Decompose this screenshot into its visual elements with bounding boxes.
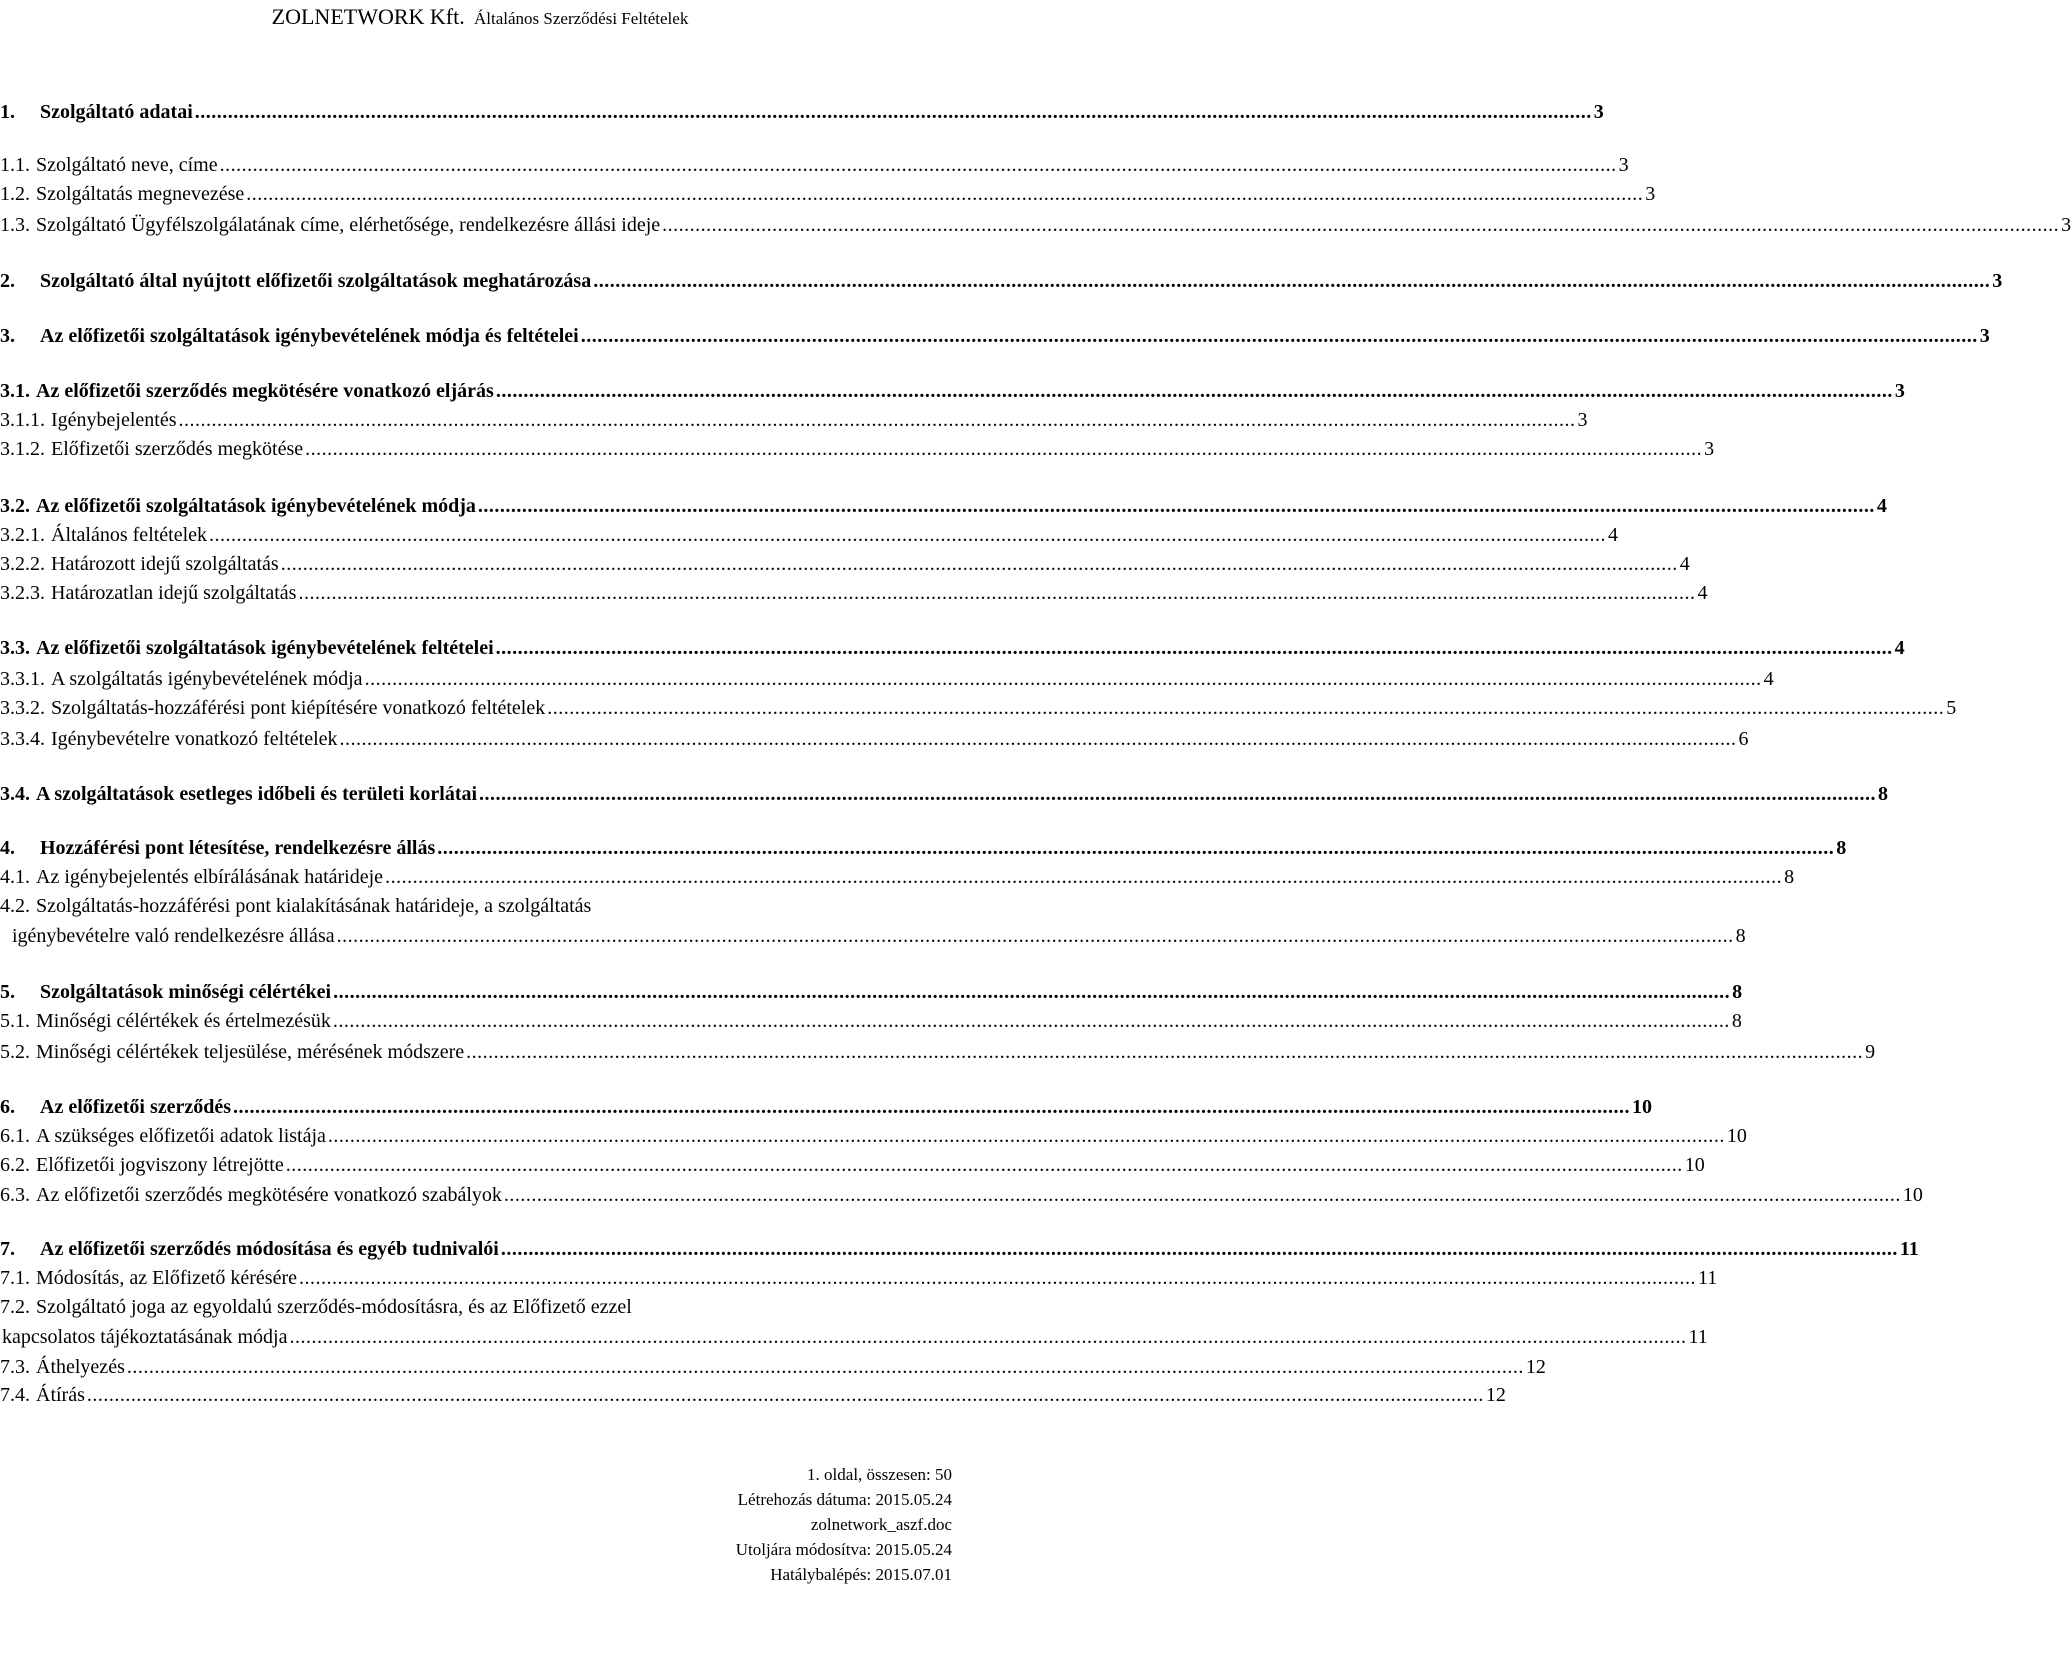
toc-dot-leader bbox=[179, 409, 1576, 432]
toc-entry-number: 3.1.1. bbox=[0, 409, 45, 431]
toc-entry-title: Hozzáférési pont létesítése, rendelkezésre állás bbox=[40, 837, 436, 859]
toc-entry[interactable] bbox=[0, 438, 1715, 468]
toc-entry-page: 3 bbox=[1704, 438, 1715, 460]
toc-entry-page: 12 bbox=[1525, 1356, 1546, 1378]
toc-entry-page: 10 bbox=[1632, 1096, 1653, 1118]
toc-entry-number: 3.2.1. bbox=[0, 524, 45, 546]
toc-entry-page: 9 bbox=[1865, 1041, 1876, 1063]
toc-dot-leader bbox=[246, 183, 1643, 206]
toc-entry-page: 8 bbox=[1784, 866, 1795, 888]
toc-entry-title: A szolgáltatások esetleges időbeli és területi korlátai bbox=[36, 783, 478, 805]
toc-entry[interactable] bbox=[0, 270, 2003, 300]
toc-entry-number: 3. bbox=[0, 325, 15, 347]
toc-entry[interactable] bbox=[0, 895, 952, 925]
toc-entry[interactable] bbox=[0, 728, 1749, 758]
toc-dot-leader bbox=[478, 495, 1875, 518]
toc-entry-page: 11 bbox=[1899, 1238, 1919, 1260]
toc-entry-page: 3 bbox=[1992, 270, 2003, 292]
toc-entry-title: A szükséges előfizetői adatok listája bbox=[36, 1125, 326, 1147]
toc-entry[interactable] bbox=[0, 925, 1746, 955]
toc-entry[interactable] bbox=[0, 495, 1887, 525]
toc-entry-page: 4 bbox=[1679, 553, 1690, 575]
footer-filename: zolnetwork_aszf.doc bbox=[810, 1515, 952, 1534]
toc-entry-title: Szolgáltató által nyújtott előfizetői szolgáltatások meghatározása bbox=[40, 270, 592, 292]
toc-entry-number: 5.2. bbox=[0, 1041, 30, 1063]
toc-entry-title: Az igénybejelentés elbírálásának határideje bbox=[36, 866, 384, 888]
toc-entry-page: 6 bbox=[1738, 728, 1749, 750]
toc-entry-title: Minőségi célértékek teljesülése, mérésének módszere bbox=[36, 1041, 465, 1063]
toc-entry[interactable] bbox=[0, 1356, 1546, 1386]
toc-entry-page: 10 bbox=[1902, 1184, 1923, 1206]
toc-dot-leader bbox=[328, 1125, 1725, 1148]
toc-entry[interactable] bbox=[0, 380, 1905, 410]
toc-entry-page: 10 bbox=[1726, 1125, 1747, 1147]
toc-dot-leader bbox=[581, 325, 1978, 348]
toc-entry-title: Szolgáltatások minőségi célértékei bbox=[40, 981, 332, 1003]
toc-entry-page: 4 bbox=[1608, 524, 1619, 546]
toc-dot-leader bbox=[437, 837, 1834, 860]
toc-entry[interactable] bbox=[0, 1384, 1506, 1414]
toc-entry-page: 8 bbox=[1735, 925, 1746, 947]
toc-entry[interactable] bbox=[0, 1125, 1747, 1155]
toc-entry-number: 2. bbox=[0, 270, 15, 292]
toc-entry-title: Az előfizetői szolgáltatások igénybevételének feltételei bbox=[36, 637, 494, 659]
toc-entry[interactable] bbox=[0, 582, 1708, 612]
toc-entry-page: 8 bbox=[1878, 783, 1889, 805]
toc-entry-number: 1.1. bbox=[0, 154, 30, 176]
toc-entry-title: Általános feltételek bbox=[51, 524, 208, 546]
toc-entry-page: 8 bbox=[1836, 837, 1847, 859]
toc-dot-leader bbox=[127, 1356, 1524, 1379]
toc-dot-leader bbox=[333, 981, 1730, 1004]
toc-entry[interactable] bbox=[0, 524, 1619, 554]
toc-entry[interactable] bbox=[0, 154, 1629, 184]
toc-dot-leader bbox=[220, 154, 1617, 177]
toc-entry-title: Szolgáltató neve, címe bbox=[36, 154, 218, 176]
footer-effective: Hatálybalépés: 2015.07.01 bbox=[770, 1565, 952, 1584]
toc-entry-page: 8 bbox=[1731, 1010, 1742, 1032]
toc-entry-page: 4 bbox=[1763, 668, 1774, 690]
toc-entry-number: 7.1. bbox=[0, 1267, 30, 1289]
toc-entry[interactable] bbox=[0, 1238, 1919, 1268]
toc-entry-title: Szolgáltató joga az egyoldalú szerződés-módosításra, és az Előfizető ezzel bbox=[36, 1296, 632, 1318]
toc-entry-title: Szolgáltatás megnevezése bbox=[36, 183, 245, 205]
toc-entry-page: 3 bbox=[1577, 409, 1588, 431]
toc-entry-title: Igénybevételre vonatkozó feltételek bbox=[51, 728, 338, 750]
toc-entry-title: kapcsolatos tájékoztatásának módja bbox=[2, 1326, 288, 1348]
toc-entry-title: Szolgáltató Ügyfélszolgálatának címe, elérhetősége, rendelkezésre állási ideje bbox=[36, 214, 661, 236]
toc-entry-title: Az előfizetői szerződés bbox=[40, 1096, 232, 1118]
toc-entry-page: 4 bbox=[1876, 495, 1887, 517]
toc-entry-number: 5.1. bbox=[0, 1010, 30, 1032]
toc-entry[interactable] bbox=[0, 783, 1889, 813]
toc-entry-page: 3 bbox=[1593, 101, 1604, 123]
toc-entry[interactable] bbox=[0, 1096, 1653, 1126]
toc-dot-leader bbox=[479, 783, 1876, 806]
toc-entry-title: Minőségi célértékek és értelmezésük bbox=[36, 1010, 331, 1032]
toc-dot-leader bbox=[504, 1184, 1901, 1207]
toc-entry-page: 4 bbox=[1894, 637, 1905, 659]
toc-entry-number: 7.4. bbox=[0, 1384, 30, 1406]
toc-entry[interactable] bbox=[0, 981, 1743, 1011]
toc-dot-leader bbox=[593, 270, 1990, 293]
toc-entry[interactable] bbox=[0, 325, 1990, 355]
toc-entry-number: 6.3. bbox=[0, 1184, 30, 1206]
toc-entry-number: 3.2. bbox=[0, 495, 30, 517]
toc-entry-page: 4 bbox=[1697, 582, 1708, 604]
toc-entry[interactable] bbox=[0, 1184, 1923, 1214]
toc-dot-leader bbox=[299, 1267, 1696, 1290]
toc-entry-page: 11 bbox=[1698, 1267, 1718, 1289]
toc-dot-leader bbox=[337, 925, 1734, 948]
toc-entry[interactable] bbox=[0, 637, 1905, 667]
toc-entry-page: 5 bbox=[1946, 697, 1957, 719]
toc-entry-number: 7.3. bbox=[0, 1356, 30, 1378]
toc-dot-leader bbox=[195, 101, 1592, 124]
toc-entry-number: 6.2. bbox=[0, 1154, 30, 1176]
toc-entry-page: 3 bbox=[2061, 214, 2071, 236]
toc-entry[interactable] bbox=[0, 866, 1795, 896]
toc-entry-number: 3.3. bbox=[0, 637, 30, 659]
toc-entry[interactable] bbox=[0, 214, 2071, 244]
toc-entry[interactable] bbox=[0, 668, 1774, 698]
toc-entry-title: Szolgáltatás-hozzáférési pont kiépítésére vonatkozó feltételek bbox=[51, 697, 546, 719]
toc-entry[interactable] bbox=[0, 101, 1604, 131]
toc-dot-leader bbox=[385, 866, 1782, 889]
toc-entry-number: 3.1.2. bbox=[0, 438, 45, 460]
toc-dot-leader bbox=[547, 697, 1944, 720]
toc-dot-leader bbox=[365, 668, 1762, 691]
toc-entry-title: A szolgáltatás igénybevételének módja bbox=[51, 668, 363, 690]
toc-entry-number: 3.2.3. bbox=[0, 582, 45, 604]
toc-dot-leader bbox=[496, 380, 1893, 403]
toc-dot-leader bbox=[333, 1010, 1730, 1033]
toc-entry-number: 1.2. bbox=[0, 183, 30, 205]
toc-entry[interactable] bbox=[0, 1041, 1876, 1071]
footer-created: Létrehozás dátuma: 2015.05.24 bbox=[737, 1490, 952, 1509]
footer-modified: Utoljára módosítva: 2015.05.24 bbox=[735, 1540, 952, 1559]
toc-entry-number: 3.3.2. bbox=[0, 697, 45, 719]
toc-entry-page: 3 bbox=[1618, 154, 1629, 176]
toc-entry-title: igénybevételre való rendelkezésre állása bbox=[12, 925, 335, 947]
toc-entry-number: 3.3.4. bbox=[0, 728, 45, 750]
toc-entry[interactable] bbox=[0, 1010, 1742, 1040]
toc-dot-leader bbox=[289, 1326, 1686, 1349]
toc-entry[interactable] bbox=[0, 697, 1957, 727]
toc-entry-title: Módosítás, az Előfizető kérésére bbox=[36, 1267, 298, 1289]
footer-page-info: 1. oldal, összesen: 50 bbox=[807, 1465, 952, 1484]
toc-dot-leader bbox=[298, 582, 1695, 605]
toc-entry-number: 3.4. bbox=[0, 783, 30, 805]
toc-entry-page: 11 bbox=[1688, 1326, 1708, 1348]
toc-entry-title: Határozott idejű szolgáltatás bbox=[51, 553, 279, 575]
toc-entry-title: Határozatlan idejű szolgáltatás bbox=[51, 582, 297, 604]
toc-entry-number: 1. bbox=[0, 101, 15, 123]
toc-entry-number: 6.1. bbox=[0, 1125, 30, 1147]
toc-entry[interactable] bbox=[0, 1154, 1705, 1184]
toc-entry-title: Átírás bbox=[36, 1384, 85, 1406]
toc-entry-number: 4.1. bbox=[0, 866, 30, 888]
toc-entry-number: 5. bbox=[0, 981, 15, 1003]
toc-entry-number: 1.3. bbox=[0, 214, 30, 236]
toc-entry-page: 3 bbox=[1645, 183, 1656, 205]
toc-entry-title: Szolgáltató adatai bbox=[40, 101, 193, 123]
page-footer bbox=[736, 1462, 952, 1587]
toc-dot-leader bbox=[233, 1096, 1630, 1119]
toc-entry-page: 3 bbox=[1979, 325, 1990, 347]
toc-entry-title: Előfizetői szerződés megkötése bbox=[51, 438, 304, 460]
toc-entry-page: 10 bbox=[1684, 1154, 1705, 1176]
toc-entry-number: 4. bbox=[0, 837, 15, 859]
toc-entry-number: 3.1. bbox=[0, 380, 30, 402]
toc-entry-title: Igénybejelentés bbox=[51, 409, 177, 431]
toc-dot-leader bbox=[662, 214, 2059, 237]
toc-entry[interactable] bbox=[0, 1296, 952, 1326]
toc-dot-leader bbox=[496, 637, 1893, 660]
toc-entry-title: Szolgáltatás-hozzáférési pont kialakításának határideje, a szolgáltatás bbox=[36, 895, 592, 917]
toc-entry-title: Előfizetői jogviszony létrejötte bbox=[36, 1154, 284, 1176]
toc-dot-leader bbox=[209, 524, 1606, 547]
toc-entry-number: 3.2.2. bbox=[0, 553, 45, 575]
toc-entry-title: Az előfizetői szerződés megkötésére vonatkozó szabályok bbox=[36, 1184, 502, 1206]
toc-entry-title: Az előfizetői szolgáltatások igénybevételének módja és feltételei bbox=[40, 325, 579, 347]
toc-dot-leader bbox=[466, 1041, 1863, 1064]
toc-dot-leader bbox=[286, 1154, 1683, 1177]
toc-entry[interactable] bbox=[0, 837, 1847, 867]
toc-entry[interactable] bbox=[0, 553, 1690, 583]
toc-dot-leader bbox=[305, 438, 1702, 461]
toc-entry-title: Az előfizetői szolgáltatások igénybevételének módja bbox=[36, 495, 476, 517]
toc-entry[interactable] bbox=[0, 1267, 1718, 1297]
toc-entry-title: Az előfizetői szerződés megkötésére vonatkozó eljárás bbox=[36, 380, 494, 402]
toc-entry-number: 6. bbox=[0, 1096, 15, 1118]
toc-entry-number: 3.3.1. bbox=[0, 668, 45, 690]
toc-entry[interactable] bbox=[0, 1326, 1708, 1356]
toc-dot-leader bbox=[281, 553, 1678, 576]
toc-entry-number: 7.2. bbox=[0, 1296, 30, 1318]
toc-entry-number: 4.2. bbox=[0, 895, 30, 917]
toc-dot-leader bbox=[87, 1384, 1484, 1407]
toc-entry-page: 3 bbox=[1894, 380, 1905, 402]
toc-entry-page: 12 bbox=[1485, 1384, 1506, 1406]
toc-entry-title: Az előfizetői szerződés módosítása és egyéb tudnivalói bbox=[40, 1238, 499, 1260]
toc-entry-page: 8 bbox=[1732, 981, 1743, 1003]
toc-dot-leader bbox=[340, 728, 1737, 751]
document-subtitle: Általános Szerződési Feltételek bbox=[474, 9, 689, 28]
toc-entry-title: Áthelyezés bbox=[36, 1356, 125, 1378]
toc-entry-number: 7. bbox=[0, 1238, 15, 1260]
toc-entry[interactable] bbox=[0, 183, 1656, 213]
toc-dot-leader bbox=[501, 1238, 1898, 1261]
company-name: ZOLNETWORK Kft. bbox=[271, 4, 465, 29]
toc-entry[interactable] bbox=[0, 409, 1588, 439]
